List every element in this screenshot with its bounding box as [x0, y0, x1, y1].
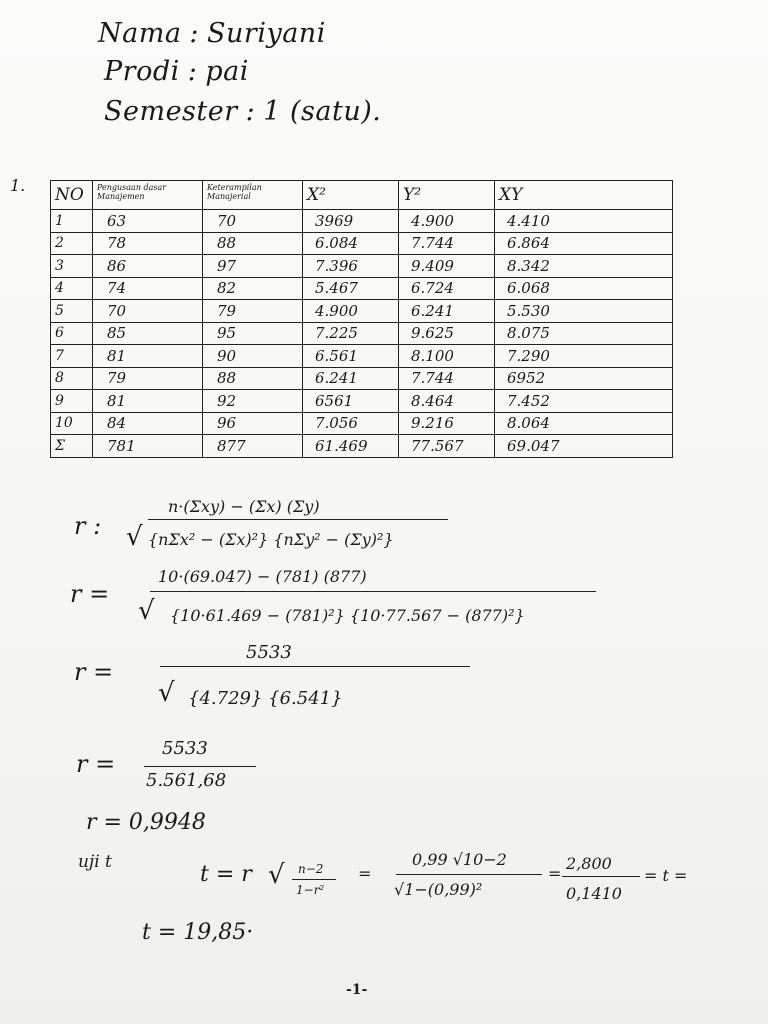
cell-y2: 9.625 [399, 322, 495, 345]
formula1-fraction-line [148, 519, 448, 520]
cell-no: 6 [51, 322, 93, 345]
cell-y: 82 [203, 277, 303, 300]
formula3-lhs: r = [74, 658, 114, 686]
cell-xy: 8.064 [495, 412, 673, 435]
cell-y2: 7.744 [399, 367, 495, 390]
t-tail: = t = [644, 866, 688, 885]
semester-label: Semester [104, 96, 238, 127]
cell-y2: 77.567 [399, 435, 495, 458]
formula2-fraction-line [150, 591, 596, 592]
formula3-fraction-line [160, 666, 470, 667]
prodi-label: Prodi [104, 56, 180, 87]
formula2-denominator: {10·61.469 − (781)²} {10·77.567 − (877)²} [170, 606, 525, 625]
cell-no: 8 [51, 367, 93, 390]
header-y2: Y² [399, 181, 495, 210]
header-y: Keterampilan Manajerial [203, 181, 303, 210]
cell-x: 81 [93, 390, 203, 413]
cell-y: 96 [203, 412, 303, 435]
semester-value: 1 (satu). [263, 96, 382, 127]
cell-x: 86 [93, 255, 203, 278]
table-row [51, 367, 673, 390]
formula4-fraction-line [144, 766, 256, 767]
table-row [51, 345, 673, 368]
cell-no: 5 [51, 300, 93, 323]
cell-no: 3 [51, 255, 93, 278]
formula4-numerator: 5533 [162, 738, 208, 759]
cell-x2: 7.396 [303, 255, 399, 278]
question-number: 1. [10, 176, 26, 195]
page-number: -1- [346, 982, 368, 998]
cell-y: 70 [203, 210, 303, 233]
cell-x2: 6.084 [303, 232, 399, 255]
t-frac-denominator: 1−r² [296, 883, 325, 897]
table-row [51, 210, 673, 233]
formula1-denominator: {nΣx² − (Σx)²} {nΣy² − (Σy)²} [148, 530, 394, 549]
table-row [51, 322, 673, 345]
t-frac-numerator: n−2 [298, 862, 324, 876]
cell-xy: 7.290 [495, 345, 673, 368]
sqrt-icon: √ [138, 596, 155, 626]
t-denominator-2: √1−(0,99)² [394, 880, 483, 899]
cell-y: 97 [203, 255, 303, 278]
nama-label: Nama [98, 18, 182, 49]
header-semester: Semester : 1 (satu). [104, 96, 382, 127]
table-row [51, 412, 673, 435]
cell-x: 74 [93, 277, 203, 300]
cell-no: 4 [51, 277, 93, 300]
sqrt-icon: √ [268, 860, 285, 890]
cell-y2: 8.464 [399, 390, 495, 413]
cell-x2: 3969 [303, 210, 399, 233]
header-no: NO [51, 181, 93, 210]
table-header-row [51, 181, 673, 210]
cell-x2: 61.469 [303, 435, 399, 458]
cell-y2: 6.724 [399, 277, 495, 300]
cell-xy: 5.530 [495, 300, 673, 323]
t-equals-2: = [548, 864, 562, 883]
cell-x2: 6.241 [303, 367, 399, 390]
cell-x: 81 [93, 345, 203, 368]
cell-xy: 7.452 [495, 390, 673, 413]
cell-y: 90 [203, 345, 303, 368]
formula2-lhs: r = [70, 580, 110, 608]
result-r: r = 0,9948 [86, 810, 206, 835]
t-frac-line [292, 879, 336, 880]
table-total-row [51, 435, 673, 458]
cell-xy: 8.075 [495, 322, 673, 345]
cell-y: 79 [203, 300, 303, 323]
cell-y: 88 [203, 367, 303, 390]
formula4-lhs: r = [76, 750, 116, 778]
t-fraction-line-3 [562, 876, 640, 877]
cell-x2: 6561 [303, 390, 399, 413]
table-row [51, 277, 673, 300]
cell-x: 781 [93, 435, 203, 458]
cell-x2: 4.900 [303, 300, 399, 323]
t-denominator-3: 0,1410 [566, 884, 622, 903]
cell-no: Σ [51, 435, 93, 458]
cell-y2: 7.744 [399, 232, 495, 255]
formula4-denominator: 5.561,68 [146, 770, 227, 791]
t-equals-1: = [358, 864, 372, 883]
prodi-value: pai [205, 56, 249, 87]
formula2-numerator: 10·(69.047) − (781) (877) [158, 567, 367, 586]
formula3-denominator: {4.729} {6.541} [188, 688, 343, 709]
formula1-numerator: n·(Σxy) − (Σx) (Σy) [168, 497, 320, 516]
cell-y2: 9.409 [399, 255, 495, 278]
result-t: t = 19,85· [142, 920, 254, 945]
cell-xy: 69.047 [495, 435, 673, 458]
sqrt-icon: √ [126, 522, 143, 552]
cell-x: 70 [93, 300, 203, 323]
cell-no: 2 [51, 232, 93, 255]
t-fraction-line-2 [396, 874, 542, 875]
t-lhs: t = r [200, 862, 252, 887]
cell-y2: 9.216 [399, 412, 495, 435]
cell-x: 85 [93, 322, 203, 345]
table-row [51, 390, 673, 413]
cell-xy: 6.068 [495, 277, 673, 300]
cell-y2: 6.241 [399, 300, 495, 323]
uji-t-label: uji t [78, 852, 112, 872]
cell-no: 9 [51, 390, 93, 413]
cell-xy: 6952 [495, 367, 673, 390]
header-nama: Nama : Suriyani [98, 18, 326, 49]
cell-y: 877 [203, 435, 303, 458]
cell-x: 78 [93, 232, 203, 255]
cell-x: 79 [93, 367, 203, 390]
cell-xy: 6.864 [495, 232, 673, 255]
nama-value: Suriyani [207, 18, 326, 49]
t-numerator-3: 2,800 [566, 854, 612, 873]
cell-x2: 6.561 [303, 345, 399, 368]
cell-y: 88 [203, 232, 303, 255]
cell-x: 84 [93, 412, 203, 435]
cell-y2: 8.100 [399, 345, 495, 368]
cell-x2: 7.225 [303, 322, 399, 345]
cell-xy: 8.342 [495, 255, 673, 278]
table-row [51, 300, 673, 323]
t-numerator-2: 0,99 √10−2 [412, 850, 507, 869]
cell-y: 92 [203, 390, 303, 413]
header-x: Pengusaan dasar Manajemen [93, 181, 203, 210]
cell-xy: 4.410 [495, 210, 673, 233]
cell-no: 10 [51, 412, 93, 435]
cell-y: 95 [203, 322, 303, 345]
table-row [51, 255, 673, 278]
header-xy: XY [495, 181, 673, 210]
header-x2: X² [303, 181, 399, 210]
cell-x: 63 [93, 210, 203, 233]
table-row [51, 232, 673, 255]
data-table [50, 180, 673, 458]
formula1-lhs: r : [74, 512, 102, 540]
cell-y2: 4.900 [399, 210, 495, 233]
cell-x2: 7.056 [303, 412, 399, 435]
sqrt-icon: √ [158, 678, 175, 708]
cell-x2: 5.467 [303, 277, 399, 300]
cell-no: 7 [51, 345, 93, 368]
formula3-numerator: 5533 [246, 642, 292, 663]
cell-no: 1 [51, 210, 93, 233]
header-prodi: Prodi : pai [104, 56, 249, 87]
